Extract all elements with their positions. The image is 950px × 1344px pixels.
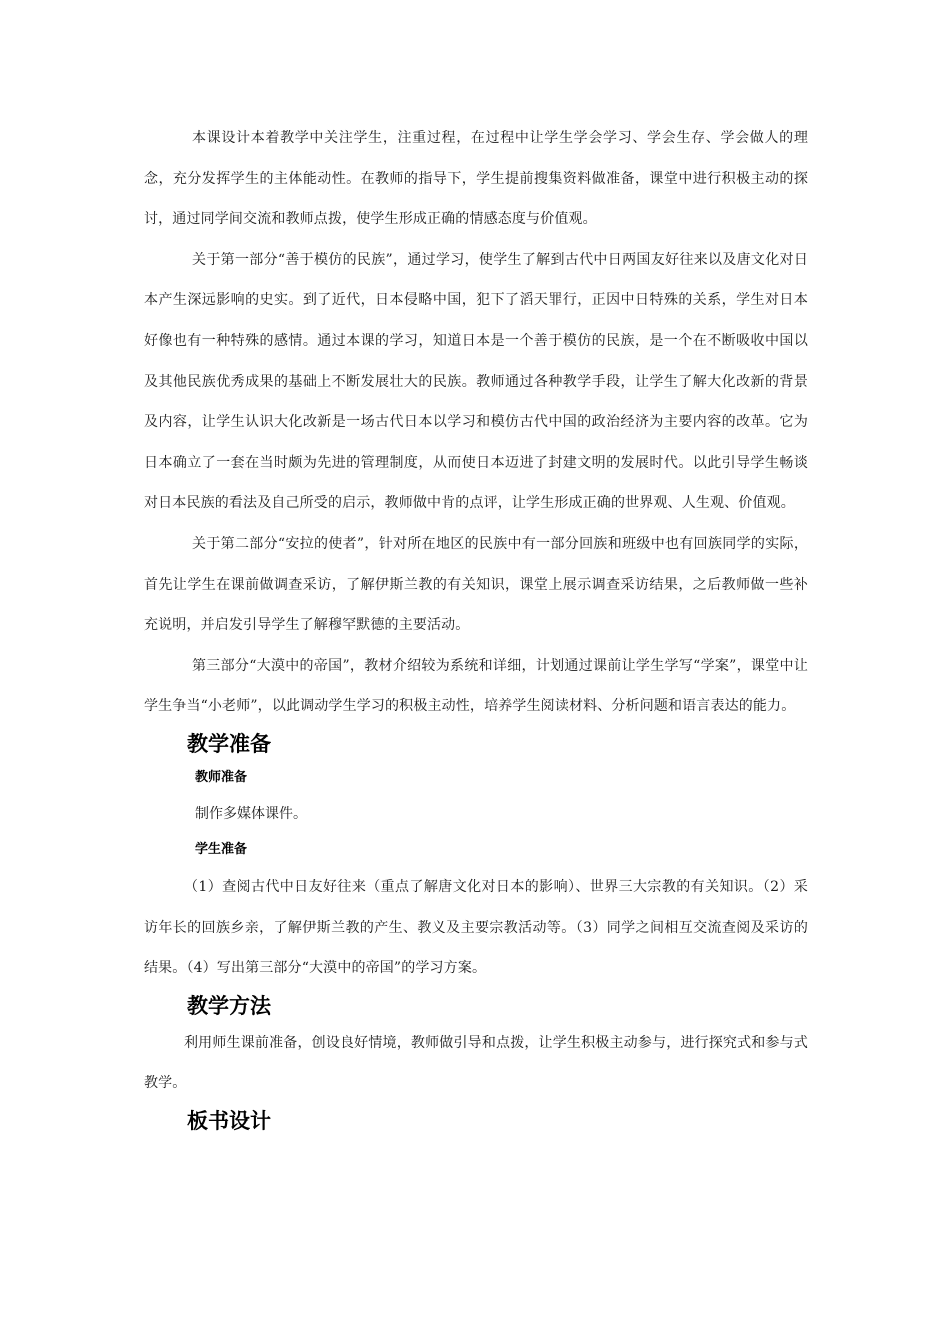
subheading-student-preparation: 学生准备 — [195, 841, 248, 857]
section-heading-board-design: 板书设计 — [187, 1108, 271, 1133]
intro-paragraph-1: 本课设计本着教学中关注学生，注重过程，在过程中让学生学会学习、学会生存、学会做人的理念，充分发挥学生的主体能动性。在教师的指导下，学生提前搜集资料做准备，课堂中进行积极主动的探讨，通过同学间交流和教师点拨，使学生形成正确的情感态度与价值观。 — [144, 130, 808, 228]
document-page — [144, 118, 808, 1138]
section-heading-method: 教学方法 — [187, 993, 271, 1018]
subheading-teacher-preparation: 教师准备 — [195, 769, 248, 785]
teacher-preparation-text: 制作多媒体课件。 — [195, 805, 307, 822]
intro-paragraph-3: 关于第二部分“安拉的使者”，针对所在地区的民族中有一部分回族和班级中也有回族同学的实际，首先让学生在课前做调查采访，了解伊斯兰教的有关知识，课堂上展示调查采访结果，之后教师做一些补充说明，并启发引导学生了解穆罕默德的主要活动。 — [144, 535, 808, 634]
intro-paragraph-4: 第三部分“大漠中的帝国”，教材介绍较为系统和详细，计划通过课前让学生学写“学案”，课堂中让学生争当“小老师”，以此调动学生学习的积极主动性，培养学生阅读材料、分析问题和语言表达的能力。 — [144, 657, 808, 715]
student-preparation-text: （1）查阅古代中日友好往来（重点了解唐文化对日本的影响）、世界三大宗教的有关知识。（2）采访年长的回族乡亲，了解伊斯兰教的产生、教义及主要宗教活动等。（3）同学之间相互交流查阅及采访的结果。（4）写出第三部分“大漠中的帝国”的学习方案。 — [144, 878, 808, 977]
method-text: 利用师生课前准备，创设良好情境，教师做引导和点拨，让学生积极主动参与，进行探究式和参与式教学。 — [144, 1034, 808, 1092]
section-heading-preparation: 教学准备 — [187, 731, 271, 756]
intro-paragraph-2: 关于第一部分“善于模仿的民族”，通过学习，使学生了解到古代中日两国友好往来以及唐文化对日本产生深远影响的史实。到了近代，日本侵略中国，犯下了滔天罪行，正因中日特殊的关系，学生对日本好像也有一种特殊的感情。通过本课的学习，知道日本是一个善于模仿的民族，是一个在不断吸收中国以及其他民族优秀成果的基础上不断发展壮大的民族。教师通过各种教学手段，让学生了解大化改新的背景及内容，让学生认识大化改新是一场古代日本以学习和模仿古代中国的政治经济为主要内容的改革。它为日本确立了一套在当时颇为先进的管理制度，从而使日本迈进了封建文明的发展时代。以此引导学生畅谈对日本民族的看法及自己所受的启示，教师做中肯的点评，让学生形成正确的世界观、人生观、价值观。 — [144, 251, 808, 512]
